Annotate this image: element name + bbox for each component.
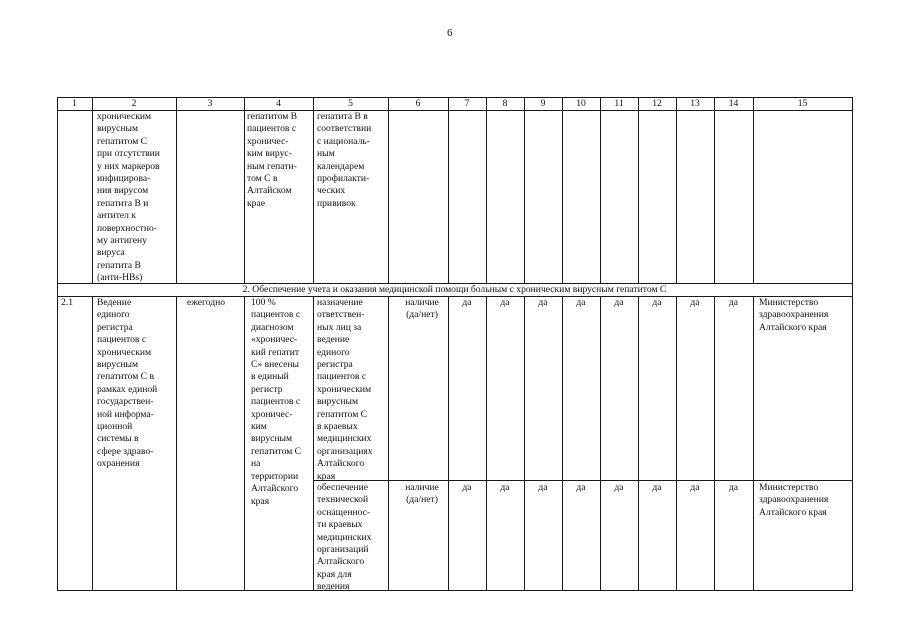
column-rule — [448, 97, 449, 284]
subrow1-value-12: да — [652, 297, 662, 308]
subrow2-unit: наличие (да/нет) — [405, 482, 439, 506]
header-cell-5: 5 — [348, 98, 353, 109]
column-rule — [714, 296, 715, 591]
column-rule — [388, 296, 389, 591]
header-cell-6: 6 — [415, 98, 421, 109]
column-rule — [638, 97, 639, 284]
row-number: 2.1 — [61, 297, 73, 308]
subrow2-executor: Министерство здравоохранения Алтайского края — [759, 482, 829, 518]
column-rule — [244, 97, 245, 284]
column-rule — [524, 97, 525, 284]
header-cell-1: 1 — [72, 98, 77, 109]
column-rule — [753, 296, 754, 591]
cont-cell-col4: гепатитом В пациентов с хроничес- ким вирус- ным гепати- том С в Алтайском крае — [247, 111, 298, 209]
column-rule — [92, 296, 93, 591]
subrow2-value-14: да — [728, 482, 739, 493]
subrow1-unit: наличие (да/нет) — [405, 297, 439, 321]
subrow1-value-9: да — [538, 297, 548, 308]
subrow2-value-13: да — [690, 482, 700, 493]
subrow2-value-7: да — [462, 482, 472, 493]
row-deadline: ежегодно — [187, 297, 226, 308]
subrow1-value-13: да — [690, 297, 700, 308]
header-cell-10: 10 — [576, 98, 586, 109]
column-rule — [714, 97, 715, 284]
row-result: 100 % пациентов с диагнозом «хроничес- кий гепатит С» внесены в единый регистр пациентов с хроничес- ким вирусным гепатитом С на территории Алтайского края — [251, 297, 302, 507]
subrow1-value-10: да — [576, 297, 586, 308]
header-cell-4: 4 — [276, 98, 281, 109]
column-rule — [600, 97, 601, 284]
column-rule — [676, 97, 677, 284]
section-title: 2. Обеспечение учета и оказания медицинской помощи больным с хроническим вирусным гепатитом С — [242, 284, 667, 295]
subrow1-value-14: да — [728, 297, 739, 308]
column-rule — [638, 296, 639, 591]
column-rule — [852, 283, 853, 297]
table-rule-subrow — [313, 480, 852, 481]
header-cell-7: 7 — [464, 98, 470, 109]
subrow1-executor: Министерство здравоохранения Алтайского края — [759, 297, 829, 333]
column-rule — [852, 296, 853, 591]
column-rule — [600, 296, 601, 591]
page-number: 6 — [447, 27, 453, 39]
header-cell-14: 14 — [728, 98, 739, 109]
measures-table — [57, 97, 852, 593]
column-rule — [176, 97, 177, 284]
column-rule — [562, 97, 563, 284]
subrow1-indicator: назначение ответствен- ных лиц за ведение единого регистра пациентов с хроническим вирусным гепатитом С в краевых медицинских организациях Алтайского края — [317, 297, 373, 482]
header-cell-11: 11 — [614, 98, 624, 109]
subrow1-value-7: да — [462, 297, 472, 308]
column-rule — [57, 296, 58, 591]
subrow2-value-12: да — [652, 482, 662, 493]
column-rule — [176, 296, 177, 591]
column-rule — [753, 97, 754, 284]
column-rule — [92, 97, 93, 284]
column-rule — [313, 296, 314, 591]
column-rule — [57, 283, 58, 297]
header-cell-15: 15 — [797, 98, 808, 109]
column-rule — [244, 296, 245, 591]
header-cell-9: 9 — [540, 98, 546, 109]
header-cell-2: 2 — [131, 98, 137, 109]
column-rule — [313, 97, 314, 284]
column-rule — [852, 97, 853, 284]
subrow2-value-10: да — [576, 482, 586, 493]
column-rule — [388, 97, 389, 284]
column-rule — [57, 97, 58, 284]
cont-cell-col2: хроническим вирусным гепатитом С при отсутствии у них маркеров инфицирова- ния вирусом гепатита В и антител к поверхностно- му антигену вируса гепатита В (анти-HBs) — [97, 111, 160, 284]
header-cell-12: 12 — [652, 98, 662, 109]
header-cell-8: 8 — [502, 98, 508, 109]
header-cell-3: 3 — [207, 98, 213, 109]
subrow2-value-11: да — [614, 482, 624, 493]
subrow2-value-9: да — [538, 482, 548, 493]
subrow2-value-8: да — [500, 482, 510, 493]
row-measure: Ведение единого регистра пациентов с хроническим вирусным гепатитом С в рамках единой государствен- ной информа- ционной системы в сфере здраво- охранения — [97, 297, 158, 470]
header-cell-13: 13 — [690, 98, 700, 109]
subrow1-value-11: да — [614, 297, 624, 308]
column-rule — [524, 296, 525, 591]
column-rule — [676, 296, 677, 591]
subrow1-value-8: да — [500, 297, 510, 308]
column-rule — [448, 296, 449, 591]
column-rule — [562, 296, 563, 591]
subrow2-indicator: обеспечение технической оснащеннос- ти краевых медицинских организаций Алтайского края для ведения — [317, 482, 372, 593]
column-rule — [486, 296, 487, 591]
cont-cell-col5: гепатита В в соответствии с националь- ным календарем профилакти- ческих прививок — [317, 111, 372, 209]
column-rule — [486, 97, 487, 284]
